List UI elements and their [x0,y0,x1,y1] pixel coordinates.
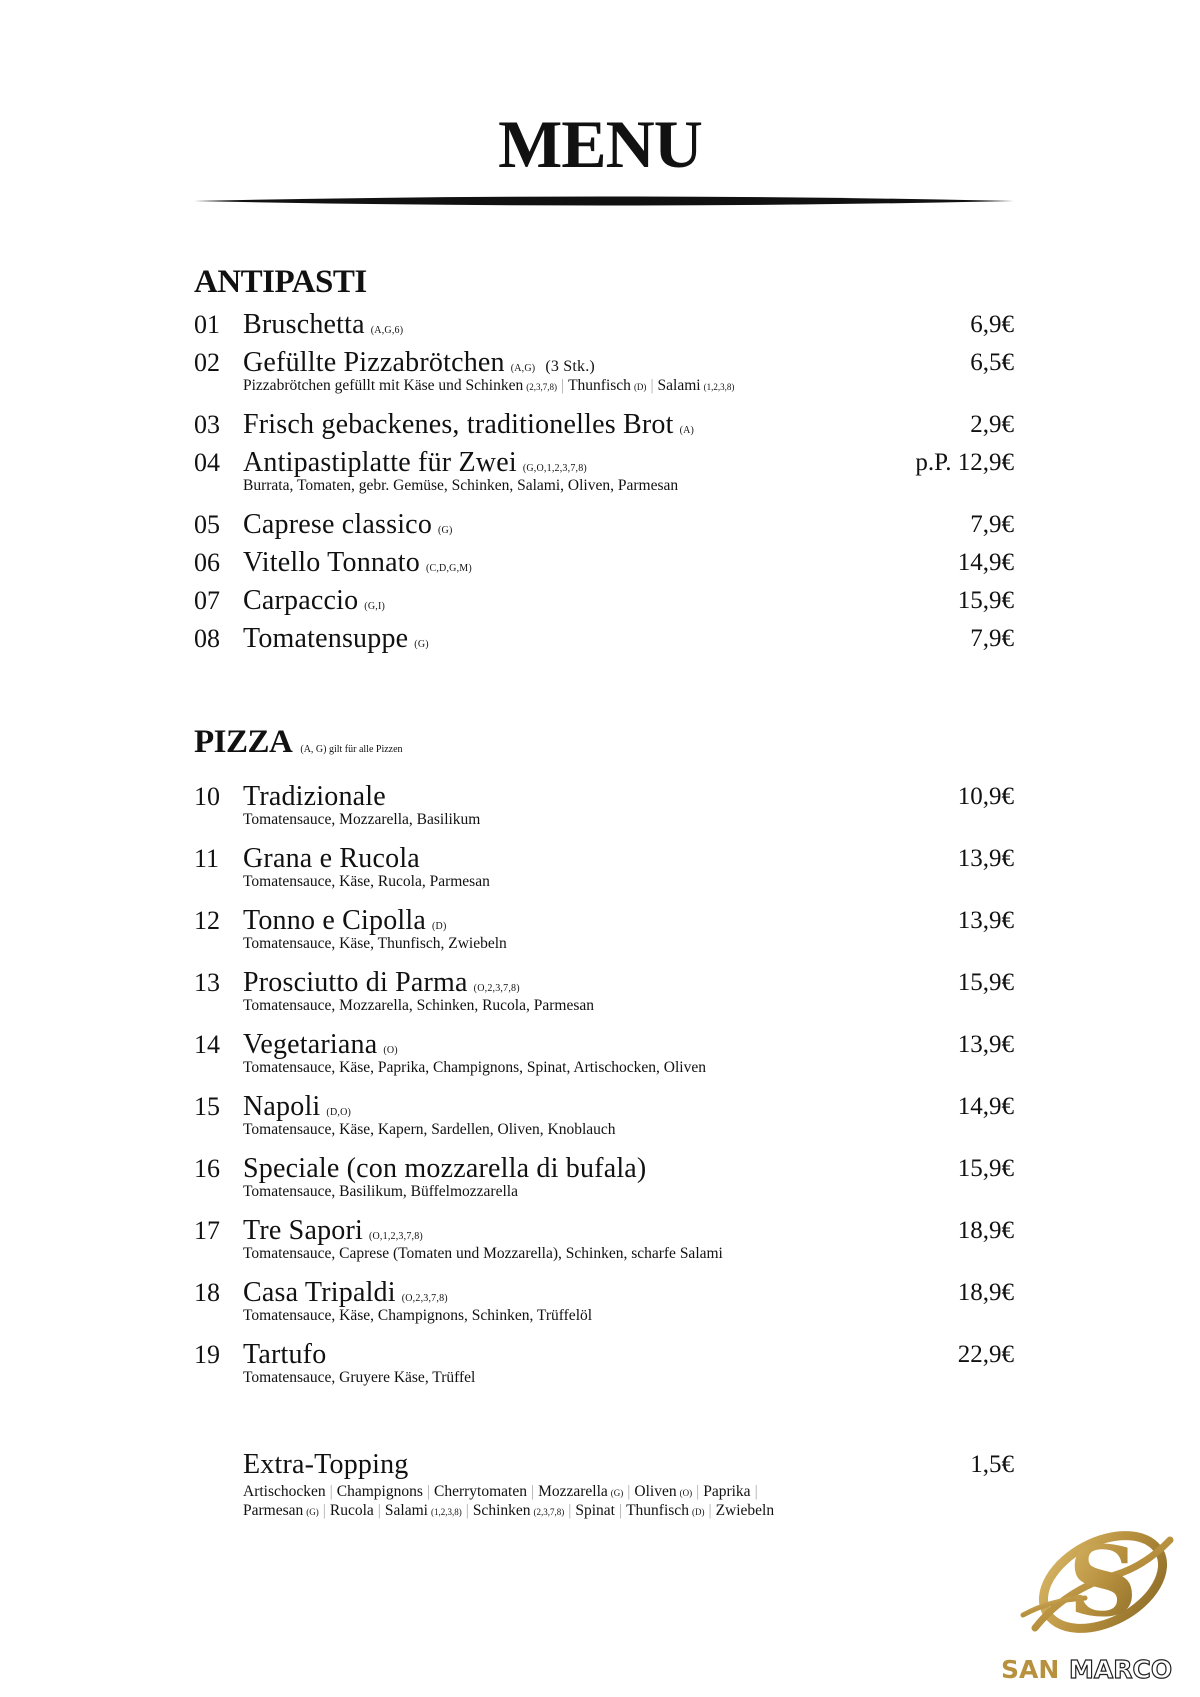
antipasti-section [194,260,1014,658]
menu-item-row [194,778,1014,816]
item-name-text: Bruschetta [243,309,365,340]
item-allergens: (D) [432,921,447,932]
item-name [243,620,429,664]
item-allergens: (O,2,3,7,8) [401,1293,448,1304]
option-text: Salami [384,1502,428,1519]
item-name-text: Vegetariana [243,1029,378,1060]
item-allergens: (G) [414,639,429,650]
separator: | [650,377,654,394]
item-name-text: Prosciutto di Parma [243,967,468,998]
separator: | [465,1502,469,1519]
item-name-text: Tonno e Cipolla [243,905,427,936]
option-text: Champignons [336,1483,423,1500]
item-name-text: Casa Tripaldi [243,1277,396,1308]
pizza-item [194,1088,1014,1150]
item-name-text: Antipastiplatte für Zwei [243,447,517,478]
item-name-text: Caprese classico [243,509,433,540]
separator: | [696,1483,700,1500]
pizza-item [194,1274,1014,1336]
menu-item-row [194,444,1014,482]
pizza-item [194,902,1014,964]
item-name-text: Tomatensuppe [243,623,409,654]
pizza-allergen-note: (A, G) gilt für alle Pizzen [300,744,403,755]
item-name-text: Napoli [243,1091,321,1122]
menu-item-row [194,344,1014,382]
item-number: 03 [194,410,220,439]
item-price: 13,9€ [957,1031,1014,1058]
separator: | [426,1483,430,1500]
item-name [243,444,587,488]
item-number: 18 [194,1278,220,1307]
option-allergens: (D) [691,1507,705,1517]
item-name-text: Tartufo [243,1339,327,1370]
item-allergens: (D,O) [326,1107,352,1118]
antipasti-item [194,344,1014,406]
item-price: 18,9€ [957,1217,1014,1244]
option-allergens: (1,2,3,8) [703,382,735,392]
option-text: Spinat [575,1502,615,1519]
option-allergens: (2,3,7,8) [533,1507,565,1517]
item-name-text: Grana e Rucola [243,843,420,874]
item-number: 13 [194,968,220,997]
item-allergens: (G,O,1,2,3,7,8) [522,463,587,474]
item-price: 7,9€ [970,511,1014,538]
item-name-text: Tradizionale [243,781,386,812]
item-price: 10,9€ [957,783,1014,810]
pizza-item [194,840,1014,902]
item-description: Tomatensauce, Mozzarella, Basilikum [243,811,481,828]
extra-topping-list-line-2 [243,1499,1014,1522]
section-title-antipasti: ANTIPASTI [194,264,367,300]
menu-item-row [194,1212,1014,1250]
item-number: 06 [194,548,220,577]
section-title-pizza [194,720,1014,764]
item-price: 7,9€ [970,625,1014,652]
pizza-item [194,964,1014,1026]
separator: | [377,1502,381,1519]
option-allergens: (G) [610,1488,624,1498]
option-text: Paprika [703,1483,751,1500]
item-allergens: (G) [438,525,453,536]
item-name-text: Carpaccio [243,585,359,616]
item-price: 2,9€ [970,411,1014,438]
item-name [243,902,447,946]
item-name [243,1150,646,1188]
menu-item-row [194,1274,1014,1312]
separator: | [708,1502,712,1519]
separator: | [322,1502,326,1519]
menu-item-row [194,306,1014,344]
item-name-text: Frisch gebackenes, traditionelles Brot [243,409,674,440]
antipasti-item [194,406,1014,444]
option-text: Parmesan [243,1502,304,1519]
item-allergens: (A,G,6) [370,325,404,336]
antipasti-item [194,506,1014,544]
option-allergens: (O) [679,1488,693,1498]
menu-item-row [194,902,1014,940]
option-text: Rucola [329,1502,374,1519]
extra-topping-name: Extra-Topping [243,1449,409,1480]
item-number: 02 [194,348,220,377]
pizza-item [194,1336,1014,1398]
item-description: Tomatensauce, Gruyere Käse, Trüffel [243,1369,476,1386]
item-price: 15,9€ [957,1155,1014,1182]
item-description: Tomatensauce, Käse, Champignons, Schinken, Trüffelöl [243,1307,593,1324]
pizza-item [194,778,1014,840]
section-title-pizza-text: PIZZA [194,724,293,760]
antipasti-item [194,306,1014,344]
menu-item-row [194,582,1014,620]
menu-item-row [194,620,1014,658]
item-name [243,964,520,1008]
antipasti-list [194,306,1014,658]
title-divider [194,194,1014,208]
separator: | [754,1483,758,1500]
extra-topping-price: 1,5€ [970,1451,1014,1478]
item-description: Burrata, Tomaten, gebr. Gemüse, Schinken, Salami, Oliven, Parmesan [243,477,679,494]
option-text: Mozzarella [538,1483,608,1500]
item-name [243,1274,448,1318]
pizza-item [194,1150,1014,1212]
logo-monogram-letter: S [1068,1525,1138,1638]
extra-topping [243,1446,1014,1522]
antipasti-item [194,620,1014,658]
pizza-list [194,778,1014,1398]
item-number: 16 [194,1154,220,1183]
menu-item-row [194,544,1014,582]
logo-text-san: SAN [1001,1655,1060,1684]
option-text: Pizzabrötchen gefüllt mit Käse und Schinken [243,377,524,394]
pizza-item [194,1026,1014,1088]
item-name-text: Vitello Tonnato [243,547,420,578]
menu-item-row [194,1150,1014,1188]
item-number: 07 [194,586,220,615]
separator: | [530,1483,535,1500]
menu-item-row [194,1026,1014,1064]
antipasti-item [194,444,1014,506]
item-number: 05 [194,510,220,539]
item-price: 6,5€ [970,349,1014,376]
san-marco-logo [995,1520,1195,1690]
option-text: Thunfisch [626,1502,689,1519]
item-number: 10 [194,782,220,811]
separator: | [627,1483,631,1500]
item-name-text: Tre Sapori [243,1215,363,1246]
item-price: 13,9€ [957,907,1014,934]
item-name [243,840,420,878]
item-description: Tomatensauce, Mozzarella, Schinken, Rucola, Parmesan [243,997,594,1014]
antipasti-item [194,544,1014,582]
item-name-text: Gefüllte Pizzabrötchen [243,347,505,378]
item-number: 19 [194,1340,220,1369]
item-price: 13,9€ [957,845,1014,872]
item-name [243,1212,423,1256]
item-number: 01 [194,310,220,339]
option-text: Artischocken [243,1483,326,1500]
option-text: Schinken [472,1502,531,1519]
item-number: 14 [194,1030,220,1059]
item-price: 6,9€ [970,311,1014,338]
item-name [243,778,386,816]
item-price: p.P. 12,9€ [915,449,1014,476]
menu-item-row [194,840,1014,878]
item-allergens: (O) [383,1045,398,1056]
item-description: Tomatensauce, Basilikum, Büffelmozzarella [243,1183,518,1200]
item-allergens: (A) [679,425,695,436]
item-description: Tomatensauce, Käse, Paprika, Champignons, Spinat, Artischocken, Oliven [243,1059,706,1076]
item-name [243,1088,351,1132]
item-number: 15 [194,1092,220,1121]
item-allergens: (C,D,G,M) [425,563,472,574]
item-price: 14,9€ [957,549,1014,576]
item-price: 15,9€ [957,969,1014,996]
logo-text-marco: MARCO [1069,1655,1173,1684]
item-price: 22,9€ [957,1341,1014,1368]
item-allergens: (O,2,3,7,8) [473,983,520,994]
option-allergens: (G) [306,1507,319,1517]
option-text: Zwiebeln [715,1502,775,1519]
extra-topping-row [243,1446,1014,1484]
item-name [243,344,595,388]
item-price: 18,9€ [957,1279,1014,1306]
menu-item-row [194,964,1014,1002]
item-number: 04 [194,448,220,477]
item-name [243,1336,326,1374]
item-description: Tomatensauce, Käse, Thunfisch, Zwiebeln [243,935,507,952]
item-number: 11 [194,844,220,873]
item-description: Tomatensauce, Käse, Rucola, Parmesan [243,873,490,890]
item-number: 08 [194,624,220,653]
item-price: 14,9€ [957,1093,1014,1120]
item-number: 17 [194,1216,220,1245]
menu-title: MENU [498,106,702,182]
separator: | [329,1483,333,1500]
item-price: 15,9€ [957,587,1014,614]
item-allergens: (A,G) [510,363,536,374]
option-allergens: (2,3,7,8) [526,382,557,392]
pizza-item [194,1212,1014,1274]
option-text: Oliven [634,1483,677,1500]
item-number: 12 [194,906,220,935]
menu-item-row [194,1088,1014,1126]
separator: | [568,1502,572,1519]
antipasti-item [194,582,1014,620]
menu-item-row [194,506,1014,544]
option-allergens: (1,2,3,8) [430,1507,462,1517]
item-quantity: (3 Stk.) [545,358,595,375]
item-allergens: (O,1,2,3,7,8) [368,1231,423,1242]
item-description: Tomatensauce, Caprese (Tomaten und Mozzarella), Schinken, scharfe Salami [243,1245,723,1262]
option-text: Thunfisch [568,377,631,394]
item-name-text: Speciale (con mozzarella di bufala) [243,1153,647,1184]
option-text: Salami [657,377,701,394]
item-name [243,1026,398,1070]
option-allergens: (D) [633,382,647,392]
menu-item-row [194,406,1014,444]
pizza-section [194,720,1014,1398]
separator: | [560,377,565,394]
item-allergens: (G,I) [364,601,386,612]
menu-item-row [194,1336,1014,1374]
separator: | [618,1502,623,1519]
option-text: Cherrytomaten [433,1483,527,1500]
item-description: Tomatensauce, Käse, Kapern, Sardellen, Oliven, Knoblauch [243,1121,616,1138]
logo-monogram-mark [1023,1520,1178,1647]
